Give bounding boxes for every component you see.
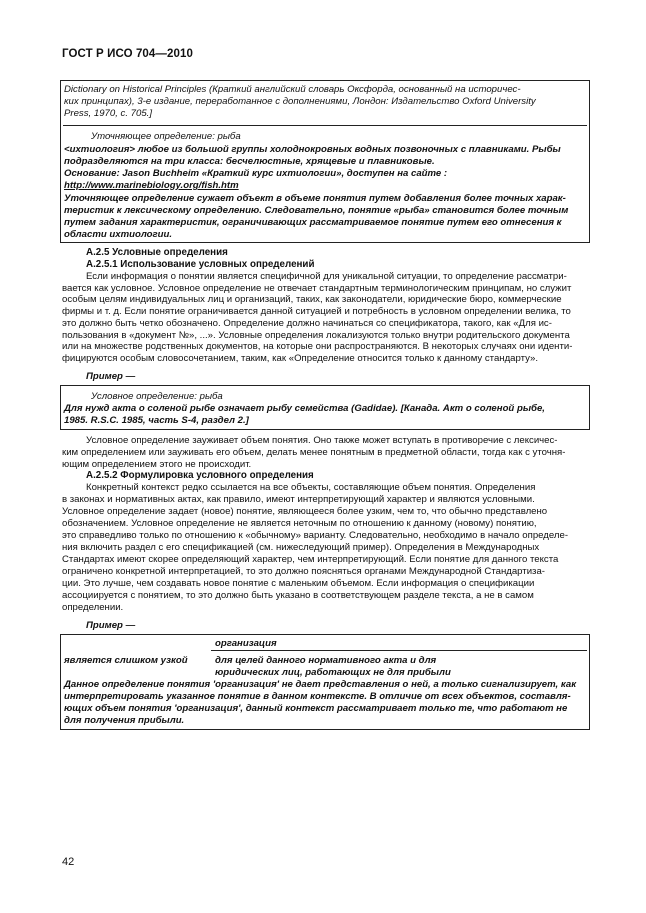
restriction-label: является слишком узкой — [64, 655, 188, 666]
box-text-line: путем задания характеристик, ограничивающих рассматриваемое понятие путем его отнесения к — [64, 217, 562, 228]
box-text-line: для получения прибыли. — [64, 715, 185, 726]
box-text-line: 1985. R.S.C. 1985, часть S-4, раздел 2.] — [64, 415, 249, 426]
paragraph-line: ции. Это лучше, чем создавать новое понятие с маленьким объемом. Если информация о спецификации — [62, 578, 535, 589]
paragraph-line: ким определением или зауживать его объем, делать менее понятным в предметной области, тогда как с уточня- — [62, 447, 566, 458]
box-text-line: подразделяются на три класса: бесчелюстные, хрящевые и плавниковые. — [64, 156, 435, 167]
box-text-line: Уточняющее определение: рыба — [91, 131, 241, 142]
source-link[interactable]: http://www.marinebiology.org/fish.htm — [64, 180, 239, 191]
example-box-organization — [60, 634, 590, 730]
section-heading: А.2.5 Условные определения — [86, 247, 228, 258]
subsection-heading: А.2.5.2 Формулировка условного определения — [86, 470, 314, 481]
example-label: Пример — — [86, 620, 136, 631]
paragraph-line: фирмы и т. д. Если понятие ограничивается данной ситуацией и потребность в условном определении велика, то — [62, 306, 571, 317]
box-text-line: ющих объем понятия 'организация', данный контекст рассматривает только те, что работают не — [64, 703, 568, 714]
box-text-line: Основание: Jason Buchheim «Краткий курс ихтиологии», доступен на сайте : — [64, 168, 448, 179]
box-text-line: Press, 1970, с. 705.] — [64, 108, 152, 119]
example-box-conditional-definition — [60, 385, 590, 430]
paragraph-line: ющим определением этого не происходит. — [62, 459, 252, 470]
paragraph-line: это справедливо только по отношению к «обычному» варианту. Следовательно, необходимо в начало определе- — [62, 530, 569, 541]
box-text-line: ких принципах), 3-е издание, переработанное с дополнениями, Лондон: Издательство Oxford University — [64, 96, 536, 107]
paragraph-line: определении. — [62, 602, 124, 613]
subsection-heading: А.2.5.1 Использование условных определений — [86, 259, 315, 270]
paragraph-line: обозначением. Условное определение не является неточным по отношению к данному (новому) понятию, — [62, 518, 537, 529]
term-organization: организация — [215, 638, 277, 649]
paragraph-line: или на множестве родственных документов, на которые они распространяются. В некоторых случаях они иденти- — [62, 341, 573, 352]
example-label: Пример — — [86, 371, 136, 382]
box-text-line: Условное определение: рыба — [91, 391, 223, 402]
example-box-refining-definition — [60, 80, 590, 243]
paragraph-line: ния включить раздел с его спецификацией (см. нижеследующий пример). Определения в Международных — [62, 542, 540, 553]
term-underline — [211, 650, 587, 651]
box-text-line: Dictionary on Historical Principles (Краткий английский словарь Оксфорда, основанный на историчес- — [64, 84, 521, 95]
page-number: 42 — [62, 856, 75, 868]
restriction-text: юридических лиц, работающих не для прибыли — [215, 667, 451, 678]
paragraph-line: Конкретный контекст редко ссылается на все объекты, составляющие объем понятия. Определения — [86, 482, 536, 493]
paragraph-line: вается как условное. Условное определение не отвечает стандартным терминологическим принципам, но служит — [62, 283, 572, 294]
paragraph-line: пользования в «документ №», ...». Условные определения локализуются только внутри родительского документа — [62, 330, 570, 341]
box-text-line: <ихтиология> любое из большой группы холоднокровных водных позвоночных с плавниками. Рыбы — [64, 144, 561, 155]
paragraph-line: фицируются особым словосочетанием, таким, как «Определение относится только к данному стандарту». — [62, 353, 539, 364]
box-text-line: Для нужд акта о соленой рыбе означает рыбу семейства (Gadidae). [Канада. Акт о соленой рыбе, — [64, 403, 545, 414]
box-text-line: интерпретировать указанное понятие в данном контексте. В отличие от всех объектов, составля- — [64, 691, 571, 702]
box-text-line: теристик к лексическому определению. Следовательно, понятие «рыба» становится более точным — [64, 205, 569, 216]
restriction-text: для целей данного нормативного акта и для — [215, 655, 437, 666]
box-text-line: Данное определение понятия 'организация' не дает представления о ней, а только сигнализирует, как — [64, 679, 577, 690]
paragraph-line: Стандартах имеют скорее определяющий характер, чем интерпретирующий. Если понятие для данного текста — [62, 554, 559, 565]
box-text-line: области ихтиологии. — [64, 229, 173, 240]
paragraph-line: ассоциируется с понятием, то это должно быть указано в соответствующем разделе текста, а не в самом — [62, 590, 534, 601]
paragraph-line: в законах и нормативных актах, как правило, имеют интерпретирующий характер и являются условными. — [62, 494, 535, 505]
document-header: ГОСТ Р ИСО 704—2010 — [62, 48, 194, 60]
paragraph-line: Условное определение задает (новое) понятие, являющееся более узким, чем то, что обычно представлено — [62, 506, 548, 517]
paragraph-line: особым целям индивидуальных лиц и организаций, таких, как законодатели, юридические бюро, коммерческие — [62, 294, 562, 305]
box-text-line: Уточняющее определение сужает объект в объеме понятия путем добавления более точных харак- — [64, 193, 566, 204]
paragraph-line: ограничено конкретной интерпретацией, то это должно поясняться органами Международной Стандартиза- — [62, 566, 545, 577]
paragraph-line: Условное определение зауживает объем понятия. Оно также может вступать в противоречие с лексичес- — [86, 435, 558, 446]
paragraph-line: это должно быть четко обозначено. Определение должно начинаться со спецификатора, такого, как «Для ис- — [62, 318, 552, 329]
box-divider — [63, 125, 587, 126]
paragraph-line: Если информация о понятии является специфичной для уникальной ситуации, то определение рассматри- — [86, 271, 567, 282]
